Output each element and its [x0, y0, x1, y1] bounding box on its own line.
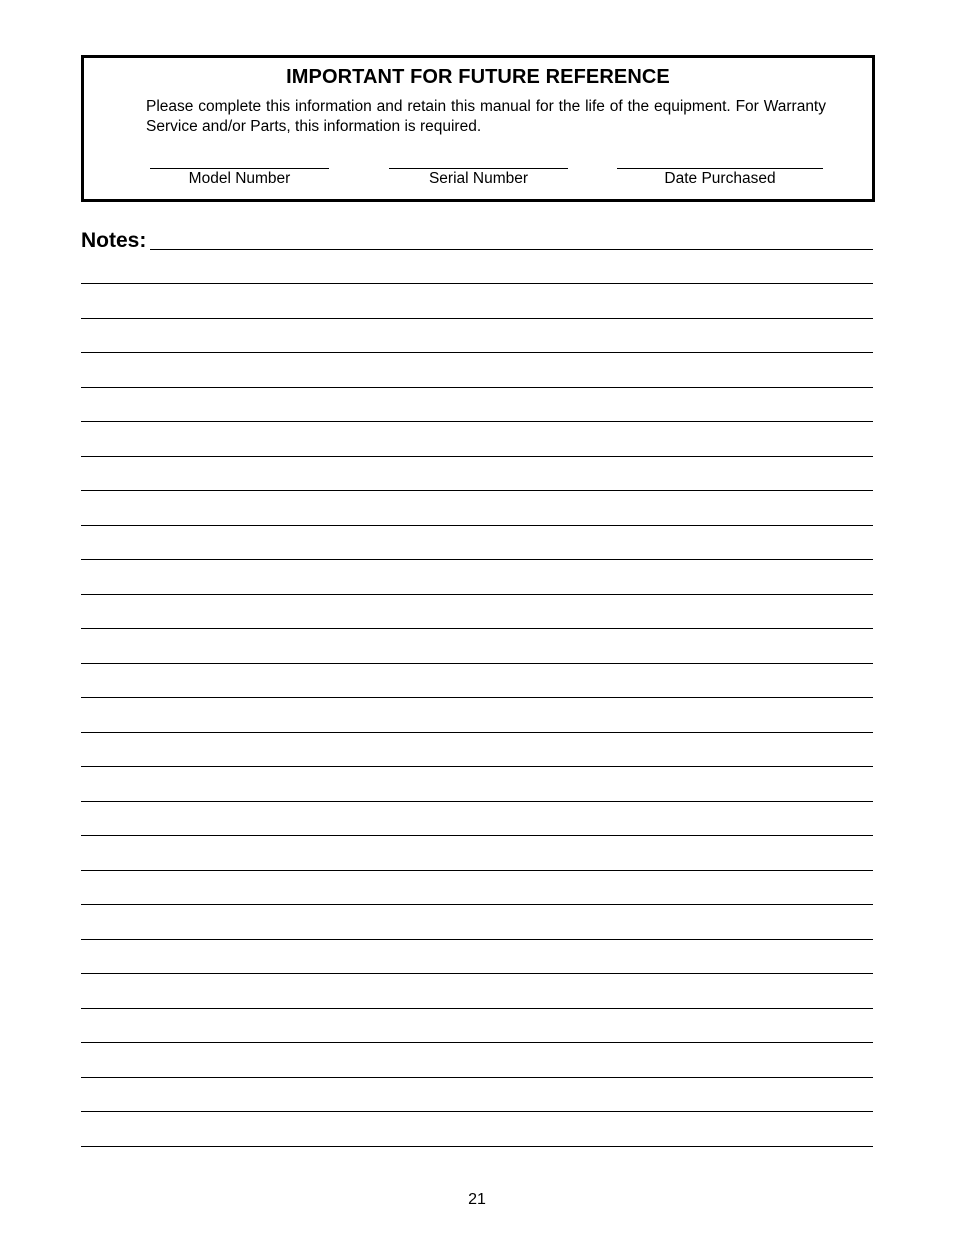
- note-line[interactable]: [81, 456, 873, 491]
- note-line[interactable]: [81, 904, 873, 939]
- note-line[interactable]: [81, 352, 873, 387]
- note-line[interactable]: [81, 732, 873, 767]
- note-line[interactable]: [81, 559, 873, 594]
- note-line[interactable]: [81, 939, 873, 974]
- notes-label: Notes:: [81, 229, 147, 252]
- note-line[interactable]: [81, 870, 873, 905]
- serial-number-label: Serial Number: [428, 170, 529, 187]
- note-line[interactable]: [81, 663, 873, 698]
- note-line[interactable]: [81, 835, 873, 870]
- note-line[interactable]: [81, 697, 873, 732]
- future-reference-box: [81, 55, 875, 202]
- date-purchased-field[interactable]: [617, 168, 823, 188]
- note-line[interactable]: [81, 1146, 873, 1181]
- note-line[interactable]: [81, 1111, 873, 1146]
- model-number-line: [150, 168, 329, 169]
- note-line[interactable]: [81, 1077, 873, 1112]
- note-line[interactable]: [81, 1042, 873, 1077]
- date-purchased-line: [617, 168, 823, 169]
- note-line[interactable]: [81, 628, 873, 663]
- notes-lines[interactable]: [81, 283, 873, 1180]
- note-line[interactable]: [81, 490, 873, 525]
- note-line[interactable]: [81, 421, 873, 456]
- model-number-field[interactable]: [150, 168, 329, 188]
- serial-number-field[interactable]: [389, 168, 568, 188]
- note-line[interactable]: [81, 283, 873, 318]
- note-line[interactable]: [81, 318, 873, 353]
- note-line[interactable]: [81, 801, 873, 836]
- date-purchased-label: Date Purchased: [664, 170, 776, 187]
- note-line[interactable]: [81, 1008, 873, 1043]
- notes-first-line[interactable]: [150, 249, 873, 250]
- note-line[interactable]: [81, 766, 873, 801]
- note-line[interactable]: [81, 973, 873, 1008]
- note-line[interactable]: [81, 387, 873, 422]
- note-line[interactable]: [81, 594, 873, 629]
- note-line[interactable]: [81, 525, 873, 560]
- reference-instructions: Please complete this information and retain this manual for the life of the equipment. For Warranty Service and/or Parts, this information is required.: [146, 98, 826, 135]
- serial-number-line: [389, 168, 568, 169]
- page-number: 21: [468, 1191, 486, 1208]
- reference-title: IMPORTANT FOR FUTURE REFERENCE: [286, 66, 670, 88]
- model-number-label: Model Number: [188, 170, 291, 187]
